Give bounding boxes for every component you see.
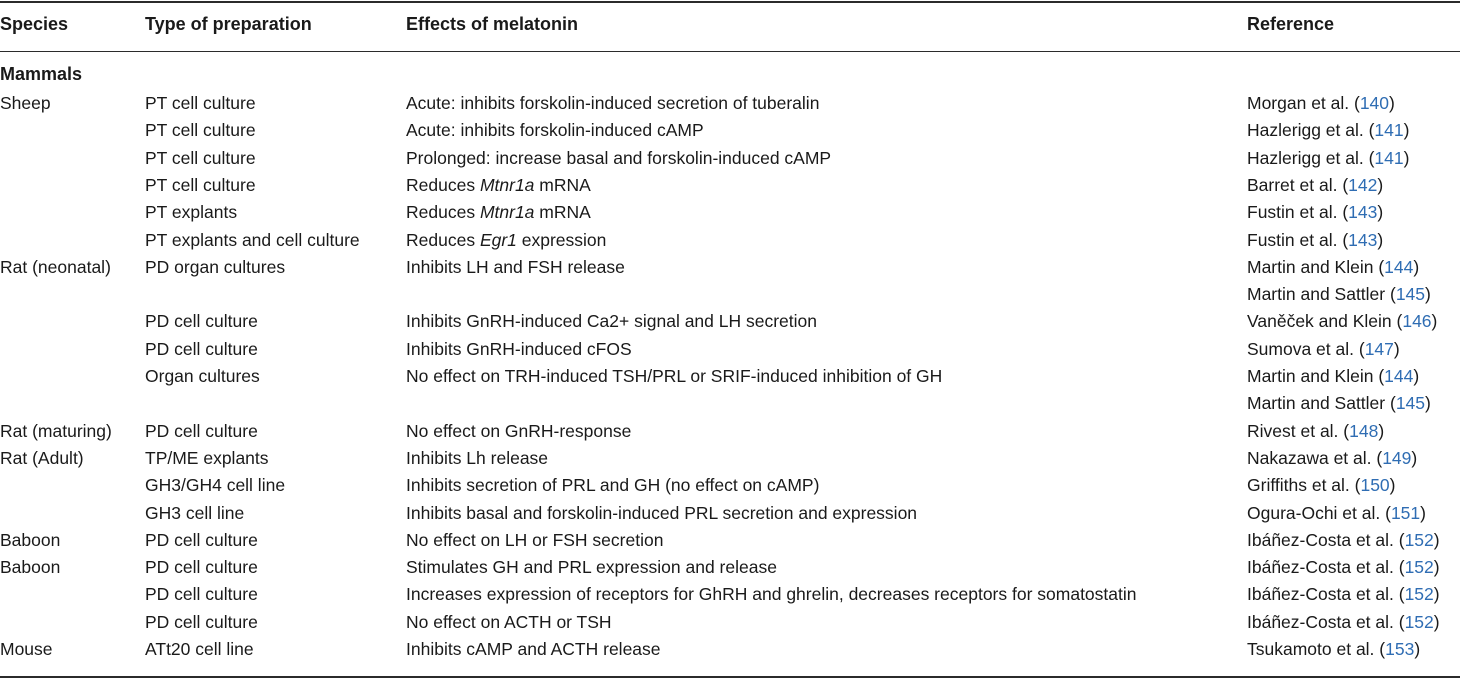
reference-number-link[interactable]: 141 xyxy=(1374,147,1404,168)
effect-text: Reduces xyxy=(406,229,480,250)
cell-species: Rat (Adult) xyxy=(0,447,84,468)
table-row xyxy=(0,636,1460,663)
reference-author: Tsukamoto et al. ( xyxy=(1247,639,1386,659)
reference-number-link[interactable]: 151 xyxy=(1390,502,1421,523)
reference-author: Fustin et al. ( xyxy=(1247,202,1349,223)
reference-close-paren: ) xyxy=(1433,584,1440,605)
cell-preparation: Organ cultures xyxy=(145,366,260,386)
cell-species: Rat (neonatal) xyxy=(0,256,111,277)
cell-reference xyxy=(1247,363,1419,390)
cell-preparation: PD cell culture xyxy=(145,529,258,550)
effect-text: No effect on TRH-induced TSH/PRL or SRIF-induced inhibition of GH xyxy=(406,366,943,386)
section-label-mammals: Mammals xyxy=(0,64,83,84)
header-effects: Effects of melatonin xyxy=(406,14,579,34)
header-reference: Reference xyxy=(1247,14,1335,34)
effect-text: mRNA xyxy=(534,202,591,223)
table-row xyxy=(0,254,1460,281)
cell-reference xyxy=(1247,281,1431,308)
cell-effect xyxy=(406,172,591,199)
cell-effect xyxy=(406,199,591,226)
reference-close-paren: ) xyxy=(1377,202,1384,223)
cell-species: Sheep xyxy=(0,93,51,113)
reference-number-link[interactable]: 140 xyxy=(1359,93,1390,113)
cell-reference xyxy=(1247,527,1440,554)
table-row xyxy=(0,336,1460,363)
cell-preparation: PD cell culture xyxy=(145,584,258,605)
cell-preparation: PT cell culture xyxy=(145,93,256,113)
cell-reference xyxy=(1247,90,1395,117)
table-row xyxy=(0,418,1460,445)
cell-reference xyxy=(1247,172,1383,199)
reference-close-paren: ) xyxy=(1425,393,1431,414)
effect-text: Increases expression of receptors for GhRH and ghrelin, decreases receptors for somatostatin xyxy=(406,584,1137,605)
effect-text: Inhibits LH and FSH release xyxy=(406,256,625,277)
cell-effect xyxy=(406,363,942,390)
reference-number-link[interactable]: 146 xyxy=(1402,311,1432,332)
reference-author: Martin and Klein ( xyxy=(1247,366,1385,386)
reference-close-paren: ) xyxy=(1413,366,1420,386)
reference-author: Ibáñez-Costa et al. ( xyxy=(1247,584,1405,605)
table-row xyxy=(0,281,1460,308)
cell-reference xyxy=(1247,445,1417,472)
effect-text: Inhibits Lh release xyxy=(406,447,549,468)
header-rule xyxy=(0,51,1460,52)
reference-number-link[interactable]: 152 xyxy=(1404,584,1434,605)
reference-number-link[interactable]: 145 xyxy=(1395,284,1426,305)
reference-author: Barret et al. ( xyxy=(1247,174,1349,195)
table-row xyxy=(0,90,1460,117)
table-row xyxy=(0,527,1460,554)
cell-effect xyxy=(406,472,819,499)
table-row xyxy=(0,390,1460,417)
effect-text: expression xyxy=(516,229,607,250)
cell-preparation: PD cell culture xyxy=(145,611,258,632)
cell-effect xyxy=(406,609,612,636)
reference-author: Nakazawa et al. ( xyxy=(1247,447,1383,468)
cell-effect xyxy=(406,227,606,254)
reference-close-paren: ) xyxy=(1377,174,1384,195)
cell-reference xyxy=(1247,500,1426,527)
table-row xyxy=(0,117,1460,144)
cell-effect xyxy=(406,554,777,581)
effect-text: Reduces xyxy=(406,202,480,223)
reference-number-link[interactable]: 147 xyxy=(1364,338,1394,359)
table-row xyxy=(0,581,1460,608)
reference-number-link[interactable]: 148 xyxy=(1349,420,1379,441)
cell-effect xyxy=(406,500,917,527)
reference-close-paren: ) xyxy=(1378,420,1385,441)
cell-reference xyxy=(1247,609,1440,636)
cell-reference xyxy=(1247,227,1383,254)
reference-author: Martin and Sattler ( xyxy=(1247,393,1396,414)
effect-text: Reduces xyxy=(406,174,480,195)
table-row xyxy=(0,227,1460,254)
effect-text: Prolonged: increase basal and forskolin-induced cAMP xyxy=(406,147,832,168)
effect-text: No effect on GnRH-response xyxy=(406,420,632,441)
effect-text: Stimulates GH and PRL expression and release xyxy=(406,557,777,578)
cell-preparation: TP/ME explants xyxy=(145,447,269,468)
cell-preparation: ATt20 cell line xyxy=(145,639,254,659)
reference-close-paren: ) xyxy=(1403,147,1410,168)
reference-close-paren: ) xyxy=(1433,557,1440,578)
reference-close-paren: ) xyxy=(1393,338,1400,359)
cell-preparation: GH3/GH4 cell line xyxy=(145,475,286,496)
reference-close-paren: ) xyxy=(1389,475,1396,496)
cell-reference xyxy=(1247,581,1440,608)
table-row xyxy=(0,500,1460,527)
cell-reference xyxy=(1247,472,1396,499)
cell-preparation: PT cell culture xyxy=(145,120,256,141)
reference-close-paren: ) xyxy=(1414,639,1421,659)
cell-preparation: GH3 cell line xyxy=(145,502,245,523)
cell-preparation: PD cell culture xyxy=(145,557,258,578)
effect-text: No effect on LH or FSH secretion xyxy=(406,529,664,550)
reference-author: Sumova et al. ( xyxy=(1247,338,1365,359)
cell-effect xyxy=(406,145,831,172)
header-preparation: Type of preparation xyxy=(145,14,312,34)
cell-species: Rat (maturing) xyxy=(0,420,112,441)
reference-close-paren: ) xyxy=(1420,502,1426,523)
cell-species: Baboon xyxy=(0,529,61,550)
cell-reference xyxy=(1247,336,1400,363)
gene-name: Mtnr1a xyxy=(479,202,535,223)
table-row xyxy=(0,308,1460,335)
reference-author: Hazlerigg et al. ( xyxy=(1247,147,1375,168)
cell-reference xyxy=(1247,199,1383,226)
reference-close-paren: ) xyxy=(1431,311,1438,332)
cell-effect xyxy=(406,117,704,144)
table-row xyxy=(0,609,1460,636)
reference-number-link[interactable]: 145 xyxy=(1395,393,1426,414)
cell-effect xyxy=(406,581,1137,608)
cell-species: Baboon xyxy=(0,557,61,578)
effect-text: Inhibits GnRH-induced Ca2+ signal and LH secretion xyxy=(406,311,817,332)
reference-number-link[interactable]: 152 xyxy=(1404,557,1434,578)
effect-text: Inhibits cAMP and ACTH release xyxy=(406,639,661,659)
reference-number-link[interactable]: 150 xyxy=(1360,475,1390,496)
reference-author: Martin and Sattler ( xyxy=(1247,284,1396,305)
effect-text: Inhibits GnRH-induced cFOS xyxy=(406,338,632,359)
effect-text: Acute: inhibits forskolin-induced secretion of tuberalin xyxy=(406,93,820,113)
reference-number-link[interactable]: 153 xyxy=(1385,639,1415,659)
cell-preparation: PD cell culture xyxy=(145,420,258,441)
cell-reference xyxy=(1247,554,1440,581)
reference-author: Rivest et al. ( xyxy=(1247,420,1350,441)
reference-close-paren: ) xyxy=(1413,256,1420,277)
reference-number-link[interactable]: 149 xyxy=(1382,447,1412,468)
cell-effect xyxy=(406,418,631,445)
reference-number-link[interactable]: 141 xyxy=(1374,120,1404,141)
cell-preparation: PT cell culture xyxy=(145,147,256,168)
cell-reference xyxy=(1247,117,1409,144)
cell-preparation: PT explants xyxy=(145,202,238,223)
effect-text: mRNA xyxy=(534,174,591,195)
reference-close-paren: ) xyxy=(1377,229,1384,250)
gene-name: Egr1 xyxy=(479,229,517,250)
reference-number-link[interactable]: 152 xyxy=(1404,611,1434,632)
reference-number-link[interactable]: 144 xyxy=(1384,366,1414,386)
reference-author: Ogura-Ochi et al. ( xyxy=(1247,502,1391,523)
reference-number-link[interactable]: 152 xyxy=(1404,529,1434,550)
effect-text: Inhibits basal and forskolin-induced PRL secretion and expression xyxy=(406,502,918,523)
reference-number-link[interactable]: 143 xyxy=(1348,229,1378,250)
reference-number-link[interactable]: 143 xyxy=(1348,202,1378,223)
cell-reference xyxy=(1247,390,1431,417)
table-row xyxy=(0,554,1460,581)
reference-close-paren: ) xyxy=(1403,120,1410,141)
cell-preparation: PD cell culture xyxy=(145,338,258,359)
table-row xyxy=(0,445,1460,472)
cell-effect xyxy=(406,527,663,554)
cell-preparation: PT explants and cell culture xyxy=(145,229,360,250)
reference-author: Hazlerigg et al. ( xyxy=(1247,120,1375,141)
cell-effect xyxy=(406,308,817,335)
cell-reference xyxy=(1247,254,1419,281)
table-row xyxy=(0,363,1460,390)
header-species: Species xyxy=(0,14,69,34)
cell-reference xyxy=(1247,636,1420,663)
table-row xyxy=(0,172,1460,199)
cell-preparation: PD organ cultures xyxy=(145,256,286,277)
reference-close-paren: ) xyxy=(1411,447,1418,468)
reference-author: Martin and Klein ( xyxy=(1247,256,1385,277)
cell-effect xyxy=(406,254,625,281)
reference-number-link[interactable]: 144 xyxy=(1384,256,1414,277)
reference-author: Morgan et al. ( xyxy=(1247,93,1360,113)
cell-reference xyxy=(1247,145,1409,172)
reference-author: Ibáñez-Costa et al. ( xyxy=(1247,557,1405,578)
table-row xyxy=(0,199,1460,226)
effect-text: Acute: inhibits forskolin-induced cAMP xyxy=(406,120,704,141)
reference-close-paren: ) xyxy=(1433,529,1440,550)
cell-preparation: PT cell culture xyxy=(145,174,256,195)
effect-text: No effect on ACTH or TSH xyxy=(406,611,612,632)
reference-close-paren: ) xyxy=(1433,611,1440,632)
reference-author: Ibáñez-Costa et al. ( xyxy=(1247,529,1405,550)
gene-name: Mtnr1a xyxy=(479,174,535,195)
table-row xyxy=(0,145,1460,172)
cell-effect xyxy=(406,636,661,663)
reference-author: Ibáñez-Costa et al. ( xyxy=(1247,611,1405,632)
cell-reference xyxy=(1247,308,1437,335)
reference-author: Griffiths et al. ( xyxy=(1247,475,1361,496)
reference-close-paren: ) xyxy=(1389,93,1395,113)
effect-text: Inhibits secretion of PRL and GH (no effect on cAMP) xyxy=(406,475,820,496)
reference-author: Vaněček and Klein ( xyxy=(1247,311,1403,332)
cell-preparation: PD cell culture xyxy=(145,311,258,332)
cell-species: Mouse xyxy=(0,639,53,659)
reference-author: Fustin et al. ( xyxy=(1247,229,1349,250)
reference-close-paren: ) xyxy=(1425,284,1431,305)
cell-reference xyxy=(1247,418,1384,445)
table-top-rule xyxy=(0,1,1460,3)
reference-number-link[interactable]: 142 xyxy=(1348,174,1378,195)
cell-effect xyxy=(406,445,548,472)
cell-effect xyxy=(406,90,819,117)
cell-effect xyxy=(406,336,632,363)
table-row xyxy=(0,472,1460,499)
